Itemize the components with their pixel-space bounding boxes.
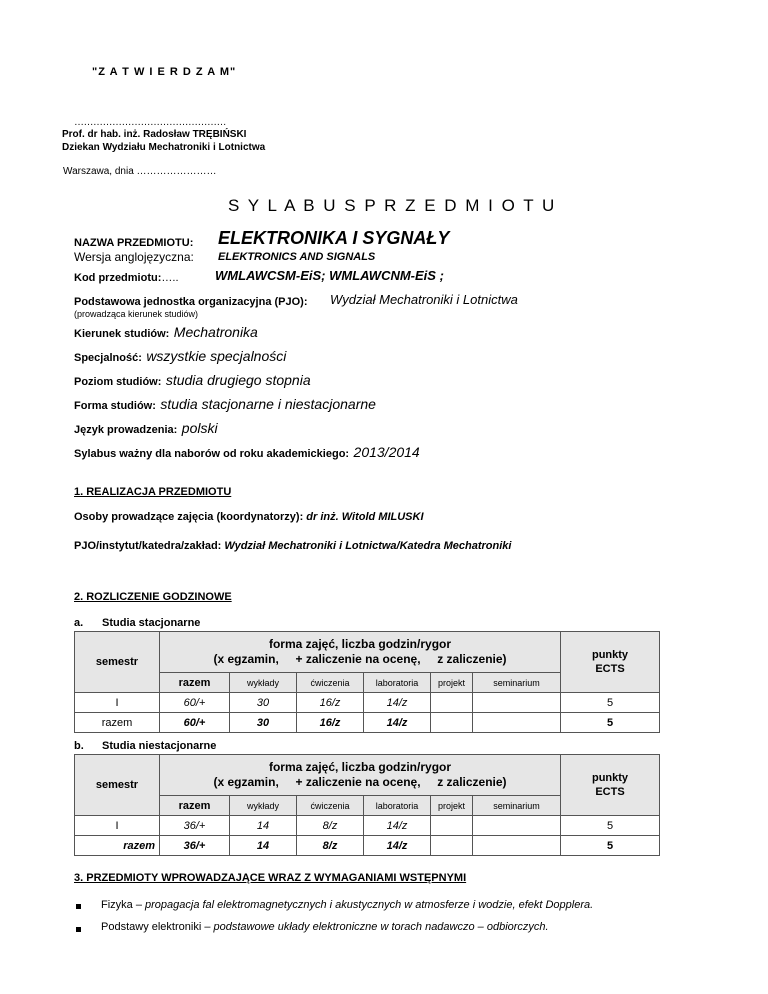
valid-label: Sylabus ważny dla naborów od roku akademickiego: xyxy=(74,448,350,460)
code-dots: ….. xyxy=(161,272,179,284)
cell-proj xyxy=(431,816,473,836)
list-item: Fizyka – propagacja fal elektromagnetycznych i akustycznych w atmosferze i wodzie, efekt Dopplera. xyxy=(101,899,594,911)
form-value: studia stacjonarne i niestacjonarne xyxy=(160,396,376,412)
section2-heading: 2. ROZLICZENIE GODZINOWE xyxy=(74,591,232,603)
cell-sem: razem xyxy=(75,836,160,856)
cell-cw: 8/z xyxy=(297,816,364,836)
hours-table-part-time xyxy=(74,754,660,856)
level-value: studia drugiego stopnia xyxy=(165,372,311,388)
cell-wyk: 30 xyxy=(230,693,297,713)
col-laboratoria: laboratoria xyxy=(364,796,431,816)
hours-table-stationary xyxy=(74,631,660,733)
col-projekt: projekt xyxy=(431,673,473,693)
place-date: Warszawa, dnia …………………… xyxy=(63,166,217,177)
signer-name: Prof. dr hab. inż. Radosław TRĘBIŃSKI xyxy=(62,129,247,140)
bullet-icon xyxy=(76,904,81,909)
level-label: Poziom studiów: xyxy=(74,376,162,388)
cell-cw: 8/z xyxy=(297,836,364,856)
code-value: WMLAWCSM-EiS; WMLAWCNM-EiS ; xyxy=(215,268,444,283)
list-item: Podstawy elektroniki – podstawowe układy elektroniczne w torach nadawczo – odbiorczych. xyxy=(101,921,549,933)
table-b-title: Studia niestacjonarne xyxy=(102,740,217,752)
cell-sem: I xyxy=(75,693,160,713)
cell-proj xyxy=(431,836,473,856)
unit-label: PJO/instytut/katedra/zakład: xyxy=(74,540,222,552)
cell-ects: 5 xyxy=(561,713,660,733)
pjo-note: (prowadząca kierunek studiów) xyxy=(74,309,199,319)
specialty-label: Specjalność: xyxy=(74,352,142,364)
page-title: S Y L A B U S P R Z E D M I O T U xyxy=(228,196,557,215)
cell-wyk: 14 xyxy=(230,836,297,856)
cell-lab: 14/z xyxy=(364,693,431,713)
col-laboratoria: laboratoria xyxy=(364,673,431,693)
direction-label: Kierunek studiów: xyxy=(74,328,170,340)
semestr-header: semestr xyxy=(75,632,160,693)
col-wyklady: wykłady xyxy=(230,673,297,693)
cell-lab: 14/z xyxy=(364,816,431,836)
semestr-header: semestr xyxy=(75,755,160,816)
coord-label: Osoby prowadzące zajęcia (koordynatorzy): xyxy=(74,511,304,523)
table-b-letter: b. xyxy=(74,740,84,752)
valid-value: 2013/2014 xyxy=(353,444,420,460)
unit-value: Wydział Mechatroniki i Lotnictwa/Katedra Mechatroniki xyxy=(224,540,512,552)
cell-ects: 5 xyxy=(561,693,660,713)
col-seminarium: seminarium xyxy=(473,673,561,693)
table-row xyxy=(75,816,660,836)
ects-header: punkty ECTS xyxy=(561,755,660,816)
code-label: Kod przedmiotu: xyxy=(74,272,162,284)
cell-razem: 60/+ xyxy=(160,713,230,733)
signature-dots: ………………………………………… xyxy=(74,117,226,128)
cell-wyk: 30 xyxy=(230,713,297,733)
cell-sem: razem xyxy=(75,713,160,733)
section3-heading: 3. PRZEDMIOTY WPROWADZAJĄCE WRAZ Z WYMAGANIAMI WSTĘPNYMI xyxy=(74,872,467,884)
cell-proj xyxy=(431,713,473,733)
cell-seminar xyxy=(473,816,561,836)
cell-cw: 16/z xyxy=(297,693,364,713)
ects-header: punkty ECTS xyxy=(561,632,660,693)
subject-name-value: ELEKTRONIKA I SYGNAŁY xyxy=(218,228,450,248)
cell-razem: 36/+ xyxy=(160,836,230,856)
col-cwiczenia: ćwiczenia xyxy=(297,796,364,816)
col-razem: razem xyxy=(160,796,230,816)
cell-sem: I xyxy=(75,816,160,836)
cell-cw: 16/z xyxy=(297,713,364,733)
section1-heading: 1. REALIZACJA PRZEDMIOTU xyxy=(74,486,232,498)
cell-seminar xyxy=(473,836,561,856)
cell-proj xyxy=(431,693,473,713)
col-razem: razem xyxy=(160,673,230,693)
cell-ects: 5 xyxy=(561,816,660,836)
cell-seminar xyxy=(473,693,561,713)
direction-value: Mechatronika xyxy=(173,324,258,340)
language-value: polski xyxy=(181,420,218,436)
table-row xyxy=(75,836,660,856)
english-label: Wersja anglojęzyczna: xyxy=(74,250,194,264)
bullet-icon xyxy=(76,927,81,932)
pjo-label: Podstawowa jednostka organizacyjna (PJO): xyxy=(74,296,308,308)
language-label: Język prowadzenia: xyxy=(74,424,178,436)
cell-wyk: 14 xyxy=(230,816,297,836)
col-cwiczenia: ćwiczenia xyxy=(297,673,364,693)
signer-title: Dziekan Wydziału Mechatroniki i Lotnictwa xyxy=(62,142,266,153)
col-seminarium: seminarium xyxy=(473,796,561,816)
forma-header: forma zajęć, liczba godzin/rygor (x egzamin, + zaliczenie na ocenę, z zaliczenie) xyxy=(160,755,561,796)
col-projekt: projekt xyxy=(431,796,473,816)
cell-lab: 14/z xyxy=(364,836,431,856)
cell-ects: 5 xyxy=(561,836,660,856)
cell-seminar xyxy=(473,713,561,733)
table-row xyxy=(75,713,660,733)
approval-heading: "Z A T W I E R D Z A M" xyxy=(92,66,237,78)
table-a-letter: a. xyxy=(74,617,84,629)
cell-razem: 60/+ xyxy=(160,693,230,713)
forma-header: forma zajęć, liczba godzin/rygor (x egzamin, + zaliczenie na ocenę, z zaliczenie) xyxy=(160,632,561,673)
coord-value: dr inż. Witold MILUSKI xyxy=(306,511,424,523)
cell-razem: 36/+ xyxy=(160,816,230,836)
col-wyklady: wykłady xyxy=(230,796,297,816)
form-label: Forma studiów: xyxy=(74,400,156,412)
table-row xyxy=(75,693,660,713)
subject-name-label: NAZWA PRZEDMIOTU: xyxy=(74,237,194,249)
english-value: ELEKTRONICS AND SIGNALS xyxy=(218,251,376,263)
specialty-value: wszystkie specjalności xyxy=(146,348,287,364)
cell-lab: 14/z xyxy=(364,713,431,733)
pjo-value: Wydział Mechatroniki i Lotnictwa xyxy=(330,292,518,307)
table-a-title: Studia stacjonarne xyxy=(102,617,201,629)
